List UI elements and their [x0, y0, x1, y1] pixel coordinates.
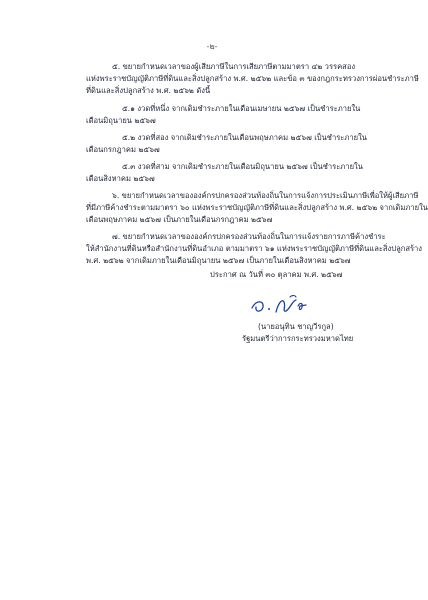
signature-image [246, 292, 316, 318]
page-number: -๒- [206, 42, 218, 51]
para-5-3-line-1: ๕.๓ งวดที่สาม จากเดิมชำระภายในเดือนมิถุนายน ๒๕๖๗ เป็นชำระภายใน [122, 162, 363, 171]
para-6-line-1: ๖. ขยายกำหนดเวลาขององค์กรปกครองส่วนท้องถิ่นในการแจ้งการประเมินภาษีเพื่อให้ผู้เสียภาษี [112, 191, 419, 200]
para-5-2-line-1: ๕.๒ งวดที่สอง จากเดิมชำระภายในเดือนพฤษภาคม ๒๕๖๗ เป็นชำระภายใน [122, 133, 367, 142]
date-line: ประกาศ ณ วันที่ ๓๐ ตุลาคม พ.ศ. ๒๕๖๗ [210, 270, 343, 279]
para-7-line-3: พ.ศ. ๒๕๖๒ จากเดิมภายในเดือนมิถุนายน ๒๕๖๗ เป็นภายในเดือนสิงหาคม ๒๕๖๗ [86, 256, 351, 265]
para-5-3-line-2: เดือนสิงหาคม ๒๕๖๗ [86, 174, 155, 183]
para-5-1-line-2: เดือนมิถุนายน ๒๕๖๗ [86, 116, 156, 125]
para-5-line-2: แห่งพระราชบัญญัติภาษีที่ดินและสิ่งปลูกสร้าง พ.ศ. ๒๕๖๒ และข้อ ๓ ของกฎกระทรวงการผ่อนชำระภาษี [86, 74, 419, 83]
para-5-line-1: ๕. ขยายกำหนดเวลาของผู้เสียภาษีในการเสียภาษีตามมาตรา ๔๒ วรรคสอง [112, 62, 356, 71]
para-6-line-2: ที่มีภาษีค้างชำระตามมาตรา ๖๐ แห่งพระราชบัญญัติภาษีที่ดินและสิ่งปลูกสร้าง พ.ศ. ๒๕๖๒ จากเดิมภายใน [86, 203, 428, 212]
para-5-line-3: ที่ดินและสิ่งปลูกสร้าง พ.ศ. ๒๕๖๒ ดังนี้ [86, 86, 211, 95]
para-5-2-line-2: เดือนกรกฎาคม ๒๕๖๗ [86, 145, 160, 154]
para-6-line-3: เดือนพฤษภาคม ๒๕๖๗ เป็นภายในเดือนกรกฎาคม ๒๕๖๗ [86, 215, 273, 224]
para-5-1-line-1: ๕.๑ งวดที่หนึ่ง จากเดิมชำระภายในเดือนเมษายน ๒๕๖๗ เป็นชำระภายใน [122, 104, 361, 113]
signer-name: (นายอนุทิน ชาญวีรกูล) [258, 322, 334, 331]
signer-title: รัฐมนตรีว่าการกระทรวงมหาดไทย [242, 334, 354, 343]
para-7-line-1: ๗. ขยายกำหนดเวลาขององค์กรปกครองส่วนท้องถิ่นในการแจ้งรายการภาษีค้างชำระ [112, 232, 386, 241]
para-7-line-2: ให้สำนักงานที่ดินหรือสำนักงานที่ดินอำเภอ ตามมาตรา ๖๑ แห่งพระราชบัญญัติภาษีที่ดินและสิ่งปลูกสร้าง [86, 244, 423, 253]
